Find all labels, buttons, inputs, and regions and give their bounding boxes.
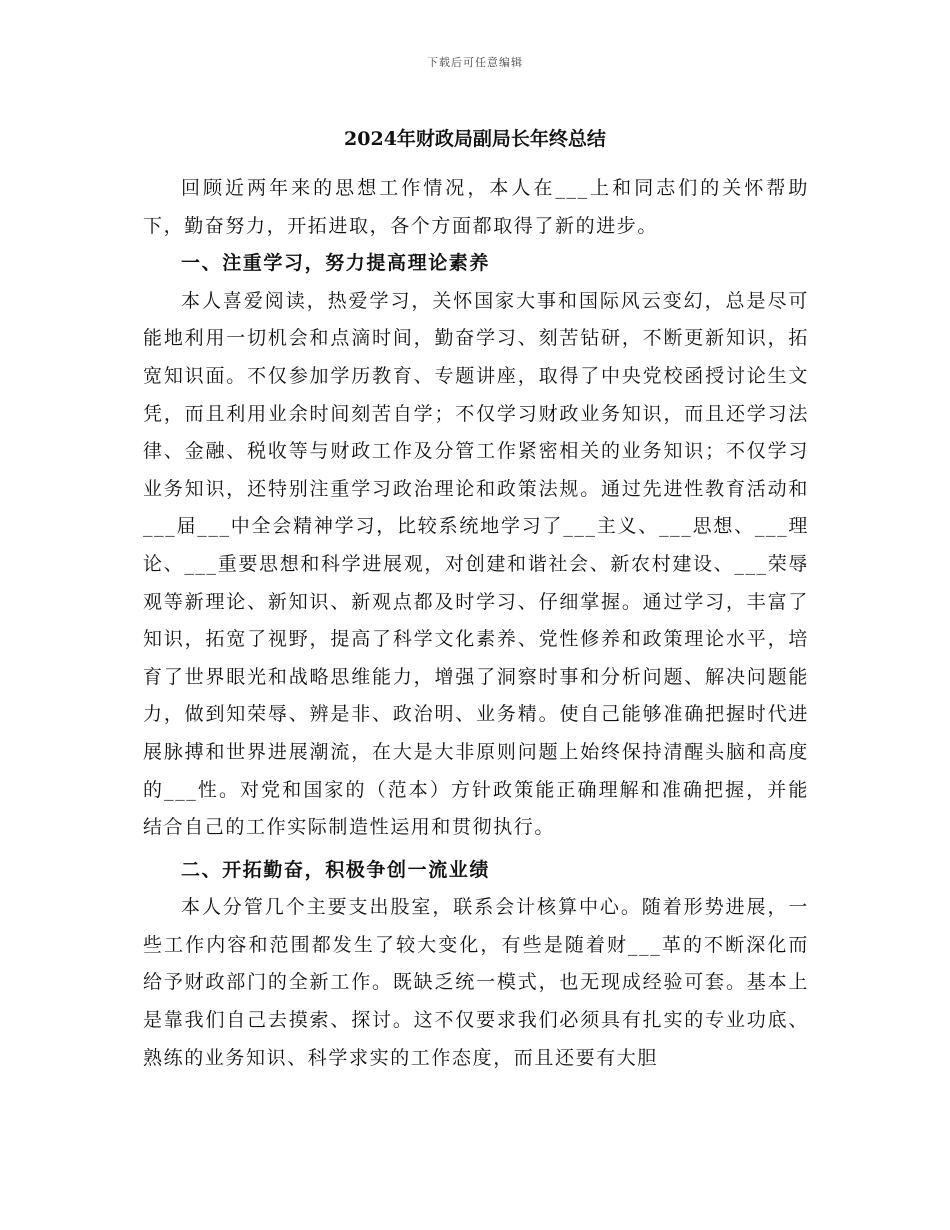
section-heading-2: 二、开拓勤奋，积极争创一流业绩 bbox=[181, 858, 491, 881]
document-title: 2024年财政局副局长年终总结 bbox=[344, 128, 606, 150]
page-header-note: 下载后可任意编辑 bbox=[427, 56, 523, 69]
section-paragraph-2: 本人分管几个主要支出股室，联系会计核算中心。随着形势进展，一些工作内容和范围都发生了较大变化，有些是随着财___革的不断深化而给予财政部门的全新工作。既缺乏统一模式，也无现成经验可套。基本上是靠我们自己去摸索、探讨。这不仅要求我们必须具有扎实的专业功底、熟练的业务知识、科学求实的工作态度，而且还要有大胆 bbox=[143, 896, 809, 1069]
document-body bbox=[143, 170, 809, 1077]
intro-paragraph: 回顾近两年来的思想工作情况，本人在___上和同志们的关怀帮助下，勤奋努力，开拓进取，各个方面都取得了新的进步。 bbox=[143, 177, 809, 237]
section-paragraph-1: 本人喜爱阅读，热爱学习，关怀国家大事和国际风云变幻，总是尽可能地利用一切机会和点滴时间，勤奋学习、刻苦钻研，不断更新知识，拓宽知识面。不仅参加学历教育、专题讲座，取得了中央党校函授讨论生文凭，而且利用业余时间刻苦自学；不仅学习财政业务知识，而且还学习法律、金融、税收等与财政工作及分管工作紧密相关的业务知识；不仅学习业务知识，还特别注重学习政治理论和政策法规。通过先进性教育活动和___届___中全会精神学习，比较系统地学习了___主义、___思想、___理论、___重要思想和科学进展观，对创建和谐社会、新农村建设、___荣辱观等新理论、新知识、新观点都及时学习、仔细掌握。通过学习，丰富了知识，拓宽了视野，提高了科学文化素养、党性修养和政策理论水平，培育了世界眼光和战略思维能力，增强了洞察时事和分析问题、解决问题能力，做到知荣辱、辨是非、政治明、业务精。使自己能够准确把握时代进展脉搏和世界进展潮流，在大是大非原则问题上始终保持清醒头脑和高度的___性。对党和国家的（范本）方针政策能正确理解和准确把握，并能结合自己的工作实际制造性运用和贯彻执行。 bbox=[143, 289, 809, 839]
section-heading-1: 一、注重学习，努力提高理论素养 bbox=[181, 252, 491, 275]
